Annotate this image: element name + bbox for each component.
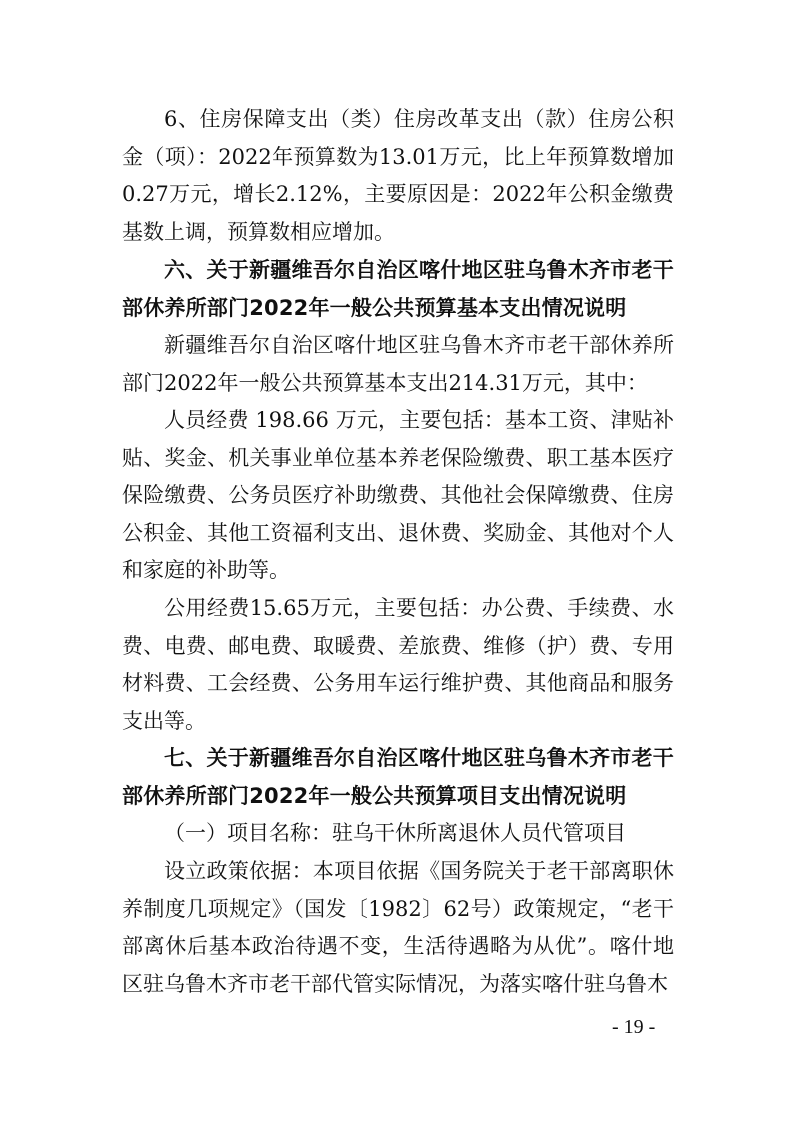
- paragraph-public-expenses: 公用经费15.65万元，主要包括：办公费、手续费、水费、电费、邮电费、取暖费、差旅费、维修（护）费、专用材料费、工会经费、公务用车运行维护费、其他商品和服务支出等。: [122, 596, 674, 733]
- paragraph-housing-fund: 6、住房保障支出（类）住房改革支出（款）住房公积金（项）：2022年预算数为13.01万元，比上年预算数增加0.27万元，增长2.12%，主要原因是：2022年公积金缴费基数上调，预算数相应增加。: [122, 107, 674, 244]
- section-heading-seven: 七、关于新疆维吾尔自治区喀什地区驻乌鲁木齐市老干部休养所部门2022年一般公共预算项目支出情况说明: [122, 746, 674, 808]
- page-number: - 19 -: [612, 1016, 656, 1038]
- paragraph-personnel-expenses: 人员经费 198.66 万元，主要包括：基本工资、津贴补贴、奖金、机关事业单位基本养老保险缴费、职工基本医疗保险缴费、公务员医疗补助缴费、其他社会保障缴费、住房公积金、其他工资福利支出、退休费、奖励金、其他对个人和家庭的补助等。: [122, 408, 674, 583]
- paragraph-project-name: （一）项目名称：驻乌干休所离退休人员代管项目: [164, 821, 626, 845]
- paragraph-policy-basis: 设立政策依据：本项目依据《国务院关于老干部离职休养制度几项规定》（国发〔1982〕62号）政策规定，“老干部离休后基本政治待遇不变，生活待遇略为从优”。喀什地区驻乌鲁木齐市老干部代管实际情况，为落实喀什驻乌鲁木: [122, 859, 674, 996]
- section-heading-six: 六、关于新疆维吾尔自治区喀什地区驻乌鲁木齐市老干部休养所部门2022年一般公共预算基本支出情况说明: [122, 258, 674, 320]
- paragraph-basic-expenditure: 新疆维吾尔自治区喀什地区驻乌鲁木齐市老干部休养所部门2022年一般公共预算基本支出214.31万元，其中：: [122, 333, 674, 395]
